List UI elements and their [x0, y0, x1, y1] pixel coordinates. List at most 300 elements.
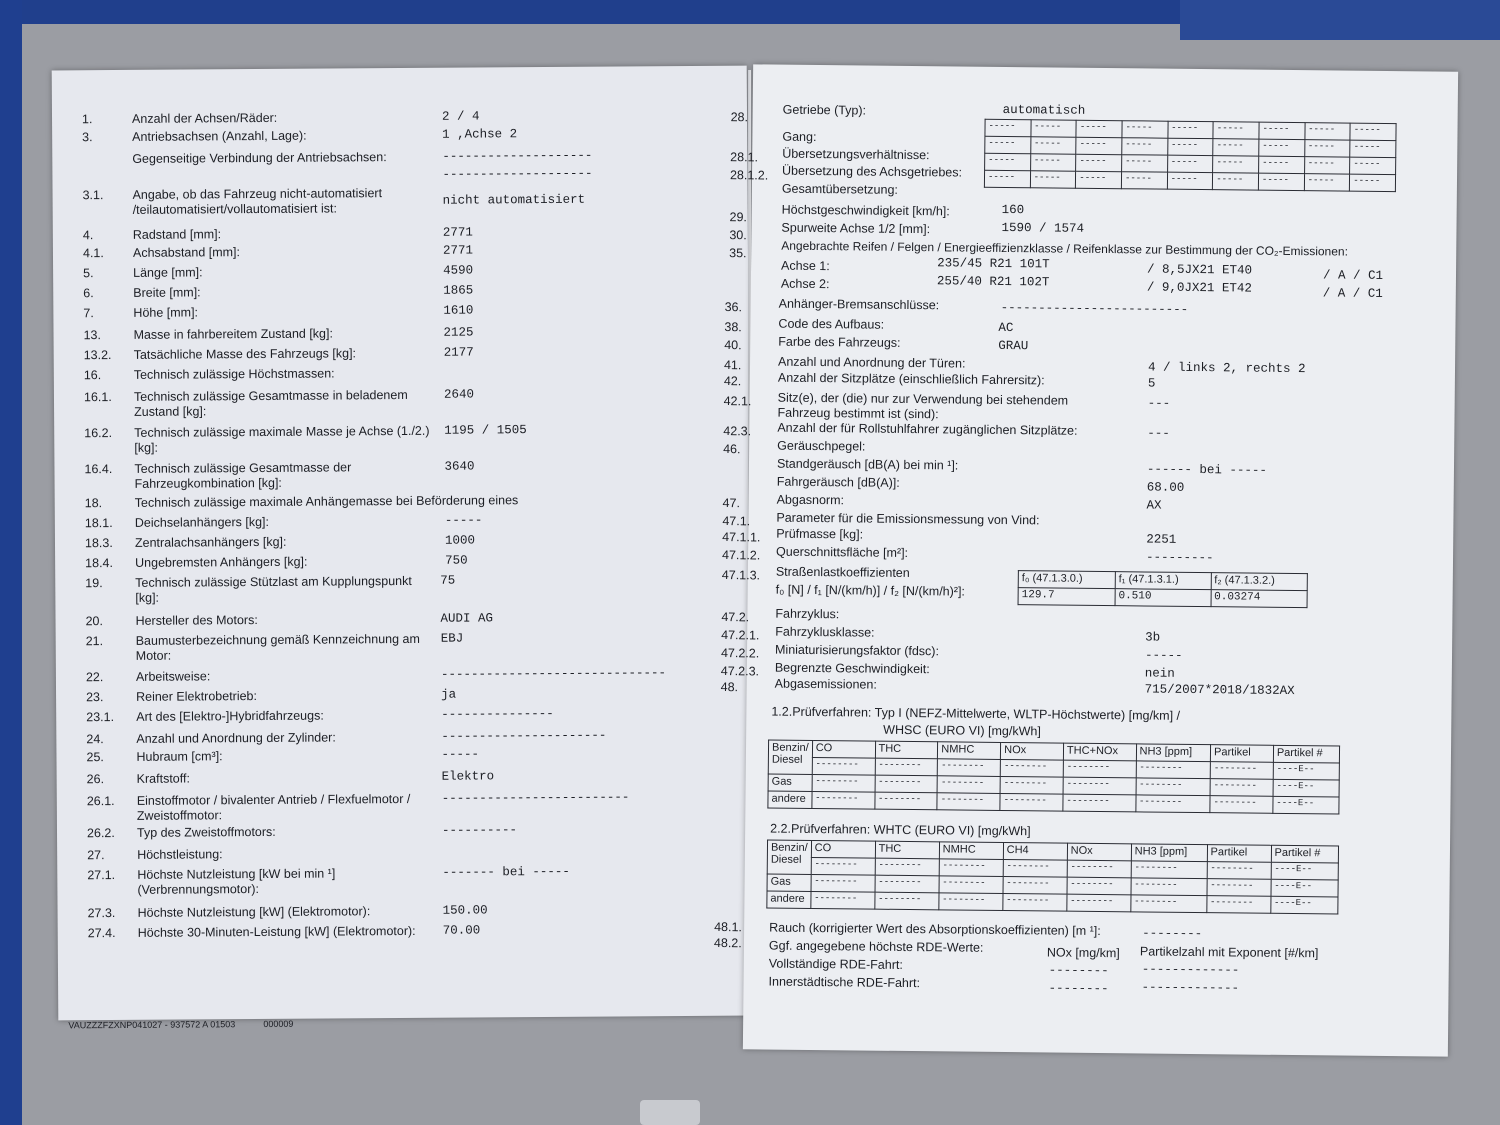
- left-row-value: 150.00: [442, 903, 488, 918]
- left-row-num: 13.2.: [83, 348, 112, 363]
- right-row-label: Abgasnorm:: [776, 492, 845, 508]
- right-row-num: 47.: [722, 496, 741, 511]
- emission-cell: --------: [1210, 796, 1273, 814]
- right-row-label: Anhänger-Bremsanschlüsse:: [778, 296, 940, 313]
- left-row-label: Technisch zulässige maximale Masse je Achse (1./2.) [kg]:: [134, 423, 430, 455]
- left-row-num: 16.4.: [84, 462, 113, 477]
- gear-cell: -----: [1304, 157, 1350, 174]
- right-row-num: 41.: [723, 358, 742, 373]
- gear-cell: -----: [1076, 137, 1122, 154]
- emission-header-cell: NOx: [1001, 742, 1064, 760]
- label-rauch: Rauch (korrigierter Wert des Absorptionskoeffizienten) [m ¹]:: [769, 920, 1101, 939]
- right-row-value: 715/2007*2018/1832AX: [1144, 682, 1295, 699]
- left-row-num: 27.4.: [87, 926, 116, 941]
- emission-cell: --------: [1067, 894, 1131, 912]
- gear-cell: -----: [1304, 174, 1350, 191]
- emission-header-cell: CH4: [1003, 842, 1067, 860]
- left-row-value: EBJ: [440, 631, 464, 646]
- left-row-value: 3640: [444, 459, 475, 474]
- left-row-label: Reiner Elektrobetrieb:: [136, 689, 258, 704]
- emission-cell: --------: [1003, 893, 1067, 911]
- gear-cell: -----: [1350, 174, 1396, 191]
- label-rde-partikel: Partikelzahl mit Exponent [#/km]: [1139, 944, 1319, 961]
- emission-header-cell: Benzin/ Diesel: [767, 840, 811, 874]
- pruefverfahren-1-2-b: WHSC (EURO VI) [mg/kWh]: [883, 722, 1041, 739]
- emission-cell: --------: [1067, 877, 1131, 895]
- left-row-value: ------- bei -----: [442, 864, 570, 880]
- emission-row-label: andere: [767, 891, 811, 908]
- right-row-num: 47.1.: [722, 514, 751, 529]
- right-row-num: 47.1.1.: [722, 530, 761, 545]
- value-achse2-rim: / 9,0JX21 ET42: [1146, 280, 1252, 296]
- left-row-num: 18.4.: [85, 556, 113, 571]
- right-noise-value: ------ bei -----: [1146, 462, 1268, 478]
- gear-cell: -----: [1030, 137, 1076, 154]
- pruefverfahren-1-2: 1.2.Prüfverfahren: Typ I (NEFZ-Mittelwerte, WLTP-Höchstwerte) [mg/km] /: [771, 704, 1181, 723]
- left-row-label: Höchste Nutzleistung [kW bei min ¹] (Verbrennungsmotor):: [137, 866, 336, 897]
- right-row-label: Anzahl der für Rollstuhlfahrer zugänglichen Sitzplätze:: [777, 420, 1078, 438]
- emission-cell: --------: [1131, 861, 1207, 879]
- left-row-value: 1000: [444, 533, 476, 548]
- emission-cell: --------: [1000, 759, 1063, 777]
- right-row-label: Parameter für die Emissionsmessung von Vind:: [776, 510, 1040, 528]
- label-achse2: Achse 2:: [780, 276, 830, 292]
- gear-cell: -----: [1259, 156, 1305, 173]
- label-reifen: Angebrachte Reifen / Felgen / Energieeffizienzklasse / Reifenklasse zur Bestimmung der CO₂-Emissionen:: [781, 238, 1349, 259]
- left-row-value: nicht automatisiert: [442, 192, 586, 208]
- left-row-value: -------------------------: [441, 790, 630, 806]
- emission-cell: --------: [874, 792, 937, 810]
- right-row-num: 42.1.: [723, 394, 752, 409]
- right-row-num: 48.: [720, 680, 739, 695]
- emission-cell: --------: [1210, 779, 1273, 797]
- right-row-num: 47.1.2.: [721, 548, 761, 563]
- label-gesamtuebersetzung: Gesamtübersetzung:: [781, 181, 898, 197]
- emission-header-cell: Partikel: [1210, 745, 1273, 763]
- left-row-num: 20.: [85, 614, 103, 629]
- emission-header-cell: NH3 [ppm]: [1131, 844, 1207, 862]
- right-row-num: 47.2.2.: [720, 646, 760, 661]
- right-row-value: -----: [1144, 648, 1183, 663]
- left-row-value: ---------------: [441, 706, 554, 722]
- label-rde-innerstaedtisch: Innerstädtische RDE-Fahrt:: [768, 974, 921, 991]
- right-noise-label: Standgeräusch [dB(A) bei min ¹]:: [776, 456, 959, 473]
- emission-cell: --------: [1206, 896, 1270, 914]
- gear-cell: -----: [1350, 123, 1396, 140]
- left-row-label: Breite [mm]:: [133, 285, 201, 300]
- num-48-2: 48.2.: [713, 935, 742, 951]
- emission-cell: --------: [875, 858, 939, 876]
- emission-cell: --------: [1003, 859, 1067, 877]
- left-row-value: AUDI AG: [440, 611, 494, 626]
- num-48-1: 48.1.: [714, 919, 743, 935]
- gear-cell: -----: [1031, 120, 1077, 137]
- emission-cell: ----E--: [1271, 862, 1339, 880]
- value-hoechstgeschwindigkeit: 160: [1001, 202, 1025, 218]
- emission-cell: --------: [939, 859, 1003, 877]
- left-row-label: Kraftstoff:: [136, 771, 190, 786]
- emission-cell: --------: [812, 757, 875, 775]
- right-row-label: Farbe des Fahrzeugs:: [778, 334, 901, 350]
- right-row-value: 2251: [1146, 532, 1177, 547]
- right-row-label: Geräuschpegel:: [777, 438, 866, 454]
- right-row-num: 42.: [723, 374, 742, 389]
- gear-cell: -----: [1305, 123, 1351, 140]
- coef-f1-header: f₁ (47.1.3.1.): [1115, 572, 1211, 590]
- gear-cell: -----: [1030, 171, 1076, 188]
- left-row-num: 22.: [85, 670, 104, 685]
- value-rauch: --------: [1142, 926, 1203, 942]
- gear-cell: -----: [1213, 122, 1259, 139]
- gear-cell: -----: [1213, 139, 1259, 156]
- right-row-label: Code des Aufbaus:: [778, 316, 885, 332]
- gear-cell: -----: [1122, 138, 1168, 155]
- left-document-page: [52, 66, 754, 1031]
- emission-cell: ----E--: [1271, 879, 1339, 897]
- value-achse1-class: / A / C1: [1322, 268, 1384, 283]
- emission-cell: --------: [811, 857, 875, 875]
- num-28: 28.: [730, 110, 749, 125]
- emission-header-cell: Partikel #: [1271, 845, 1339, 863]
- left-row-label: Höchste Nutzleistung [kW] (Elektromotor):: [137, 904, 371, 920]
- emission-cell: --------: [939, 876, 1003, 894]
- emission-cell: --------: [1136, 761, 1211, 779]
- value-rde-vollstaendig-part: -------------: [1141, 962, 1240, 978]
- emission-cell: --------: [1131, 878, 1207, 896]
- emission-cell: --------: [1210, 762, 1273, 780]
- bottom-object: [640, 1100, 700, 1125]
- value-achse1-tyre: 235/45 R21 101T: [937, 256, 1050, 272]
- emission-cell: --------: [875, 892, 939, 910]
- emission-header-cell: NMHC: [938, 742, 1001, 760]
- gear-cell: -----: [1213, 156, 1259, 173]
- gear-cell: -----: [1030, 154, 1076, 171]
- label-uebersetzung: Übersetzungsverhältnisse:: [782, 146, 930, 163]
- gear-cell: -----: [1258, 173, 1304, 190]
- label-gang: Gang:: [782, 129, 817, 145]
- emission-header-cell: THC: [875, 841, 939, 859]
- left-row-label: Technisch zulässige Höchstmassen:: [133, 366, 335, 382]
- left-row-value: 2177: [443, 345, 474, 360]
- left-row-value: -----: [441, 747, 480, 762]
- right-row-value: nein: [1144, 666, 1175, 681]
- left-row-label: Höchste 30-Minuten-Leistung [kW] (Elektromotor):: [137, 923, 416, 940]
- gear-cell: -----: [1167, 138, 1213, 155]
- emission-cell: --------: [812, 791, 875, 809]
- left-row-num: 19.: [85, 576, 103, 591]
- left-row-value: 75: [440, 573, 456, 588]
- gear-cell: -----: [1076, 154, 1122, 171]
- emission-cell: --------: [1000, 793, 1063, 811]
- emission-header-cell: NOx: [1067, 843, 1131, 861]
- label-rde-vollstaendig: Vollständige RDE-Fahrt:: [768, 956, 903, 972]
- left-row-num: 23.: [86, 690, 104, 705]
- left-row-num: 6.: [83, 286, 94, 301]
- left-row-value: 1195 / 1505: [444, 423, 527, 438]
- left-row-value: ----------------------: [441, 728, 607, 744]
- label-rde-nox: NOx [mg/km]: [1046, 945, 1120, 961]
- right-row-label: Miniaturisierungsfaktor (fdsc):: [774, 642, 940, 659]
- right-row-num: 40.: [724, 338, 742, 353]
- value-achse2-class: / A / C1: [1322, 286, 1383, 301]
- right-row-label2: f₀ [N] / f₁ [N/(km/h)] / f₂ [N/(km/h)²]:: [775, 582, 966, 599]
- left-row-label: Antriebsachsen (Anzahl, Lage):: [132, 128, 307, 144]
- right-row-num: 47.2.: [721, 610, 750, 625]
- emission-cell: --------: [939, 893, 1003, 911]
- left-row-num: 21.: [85, 634, 104, 649]
- emission-header-cell: CO: [812, 740, 875, 758]
- left-row-value: 1 ,Achse 2: [442, 127, 518, 142]
- emission-cell: ----E--: [1273, 796, 1339, 814]
- right-row-num: 47.2.3.: [720, 664, 760, 679]
- right-row-value: AX: [1146, 498, 1162, 513]
- left-row-num: 13.: [83, 328, 101, 343]
- right-row-label: Sitz(e), der (die) nur zur Verwendung bei stehendem Fahrzeug bestimmt ist (sind):: [777, 390, 1069, 422]
- right-row-value: 4 / links 2, rechts 2: [1147, 360, 1306, 377]
- left-row-num: 26.: [86, 772, 105, 787]
- gear-cell: -----: [1167, 172, 1213, 189]
- road-load-coef-table: [1018, 570, 1308, 608]
- left-row-num: 27.3.: [87, 906, 116, 921]
- emission-cell: --------: [938, 759, 1001, 777]
- value-spurweite: 1590 / 1574: [1001, 220, 1085, 236]
- emission-cell: --------: [1131, 895, 1207, 913]
- left-row-label: Gegenseitige Verbindung der Antriebsachsen:: [132, 150, 387, 166]
- gear-cell: -----: [1122, 121, 1168, 138]
- right-row-value: -------------------------: [1000, 300, 1189, 317]
- left-row-num: 4.: [82, 228, 94, 243]
- left-row-label: Höhe [mm]:: [133, 305, 199, 320]
- left-row-num: 16.1.: [83, 390, 112, 405]
- emission-cell: --------: [1067, 860, 1131, 878]
- emission-header-cell: Partikel #: [1273, 745, 1339, 763]
- value-getriebe: automatisch: [1002, 102, 1086, 118]
- emission-cell: --------: [875, 875, 939, 893]
- value-achse1-rim: / 8,5JX21 ET40: [1146, 262, 1253, 278]
- emission-cell: --------: [1063, 794, 1136, 812]
- left-row-num: 27.1.: [87, 868, 116, 883]
- emission-header-cell: Benzin/ Diesel: [768, 740, 812, 774]
- left-row-value: 2771: [442, 243, 474, 258]
- left-row-num: 26.2.: [86, 826, 115, 841]
- gear-ratio-table: [984, 119, 1397, 192]
- left-row-label: [132, 168, 432, 170]
- right-row-label: Querschnittsfläche [m²]:: [776, 544, 909, 560]
- emission-row-label: Gas: [767, 874, 811, 891]
- left-row-num: 5.: [83, 266, 94, 281]
- value-rde-innerstaedtisch-nox: --------: [1048, 981, 1109, 997]
- value-achse2-tyre: 255/40 R21 102T: [936, 274, 1050, 290]
- left-row-label: Achsabstand [mm]:: [132, 245, 241, 260]
- emission-header-cell: Partikel: [1207, 845, 1271, 863]
- left-row-value: 750: [445, 553, 468, 568]
- left-row-label: Anzahl und Anordnung der Zylinder:: [136, 730, 336, 746]
- right-row-num: 42.3.: [723, 424, 752, 439]
- emission-row-label: andere: [768, 791, 812, 808]
- left-row-label: Technisch zulässige Gesamtmasse in beladenem Zustand [kg]:: [133, 387, 408, 419]
- right-row-value: ---: [1147, 396, 1171, 411]
- num-35: 35.: [729, 246, 747, 261]
- emission-cell: --------: [811, 874, 875, 892]
- gear-cell: -----: [1259, 139, 1305, 156]
- pruefverfahren-2-2: 2.2.Prüfverfahren: WHTC (EURO VI) [mg/kWh]: [770, 821, 1031, 839]
- gear-cell: -----: [1168, 121, 1214, 138]
- num-28-1: 28.1.: [730, 150, 759, 165]
- emission-cell: --------: [1207, 879, 1271, 897]
- left-row-label: Radstand [mm]:: [132, 227, 222, 242]
- left-row-value: ----------: [441, 823, 518, 838]
- left-row-value: 1610: [443, 303, 474, 318]
- emission-cell: --------: [937, 776, 1000, 794]
- left-row-num: 4.1.: [82, 246, 104, 261]
- right-row-label: Straßenlastkoeffizienten: [775, 564, 910, 581]
- emission-cell: --------: [875, 775, 938, 793]
- left-row-label: Technisch zulässige Gesamtmasse der Fahrzeugkombination [kg]:: [134, 460, 352, 491]
- right-row-label: Fahrzyklusklasse:: [775, 624, 875, 640]
- right-row-value: ---------: [1145, 550, 1214, 566]
- emission-cell: --------: [1063, 777, 1136, 795]
- gear-cell: -----: [1076, 120, 1122, 137]
- right-row-num: 47.2.1.: [721, 628, 760, 643]
- left-row-value: 2640: [443, 387, 475, 402]
- coef-f0-header: f₀ (47.1.3.0.): [1018, 571, 1115, 589]
- left-row-label: Zentralachsanhängers [kg]:: [134, 534, 287, 550]
- left-row-num: 26.1.: [86, 794, 115, 809]
- label-rde: Ggf. angegebene höchste RDE-Werte:: [768, 938, 984, 955]
- right-row-num: 36.: [724, 300, 743, 315]
- right-row-label: Begrenzte Geschwindigkeit:: [774, 660, 930, 677]
- emissions-table-whtc: [766, 840, 1339, 915]
- label-hoechstgeschwindigkeit: Höchstgeschwindigkeit [km/h]:: [781, 202, 950, 219]
- left-row-num: 27.: [87, 848, 105, 863]
- emission-cell: --------: [1003, 876, 1067, 894]
- label-achsgetriebe: Übersetzung des Achsgetriebes:: [781, 163, 963, 180]
- left-row-value: --------------------: [442, 166, 593, 182]
- left-row-num: 16.: [83, 368, 102, 383]
- emission-cell: --------: [811, 891, 875, 909]
- label-getriebe: Getriebe (Typ):: [782, 102, 867, 118]
- emission-cell: --------: [1207, 862, 1271, 880]
- left-row-label: Deichselanhängers [kg]:: [134, 514, 270, 530]
- num-28-1-2: 28.1.2.: [729, 168, 769, 183]
- left-row-label: Masse in fahrbereitem Zustand [kg]:: [133, 326, 333, 342]
- coef-f1-value: 0.510: [1115, 589, 1211, 607]
- right-row-num: 47.1.3.: [721, 568, 761, 583]
- right-row-value: AC: [998, 320, 1014, 336]
- coef-f2-header: f₂ (47.1.3.2.): [1211, 573, 1308, 591]
- right-noise-value: 68.00: [1146, 480, 1185, 495]
- left-row-num: 1.: [81, 112, 93, 127]
- gear-cell: -----: [1213, 173, 1259, 190]
- label-spurweite: Spurweite Achse 1/2 [mm]:: [781, 220, 931, 237]
- left-row-label: Anzahl der Achsen/Räder:: [131, 110, 278, 126]
- right-row-label: Anzahl und Anordnung der Türen:: [777, 354, 966, 371]
- left-row-label: Typ des Zweistoffmotors:: [136, 824, 276, 840]
- left-row-num: 24.: [86, 732, 104, 747]
- right-row-label: Prüfmasse [kg]:: [776, 526, 864, 542]
- left-row-value: --------------------: [442, 148, 593, 164]
- left-row-num: 7.: [83, 306, 94, 321]
- num-29: 29.: [729, 210, 748, 225]
- left-row-num: 18.1.: [84, 516, 113, 531]
- left-row-label: Höchstleistung:: [137, 847, 223, 862]
- emissions-table-type1: [767, 740, 1340, 815]
- emission-row-label: Gas: [768, 774, 812, 791]
- emission-cell: ----E--: [1273, 779, 1339, 797]
- emission-cell: --------: [1063, 760, 1136, 778]
- left-row-label: Tatsächliche Masse des Fahrzeugs [kg]:: [133, 346, 357, 362]
- right-row-value: 3b: [1145, 630, 1161, 645]
- left-row-value: ------------------------------: [440, 666, 667, 682]
- footer-code: VAUZZZFZXNP041027 - 937572 A 01503: [68, 1019, 236, 1031]
- left-row-label: Technisch zulässige maximale Anhängemasse bei Beförderung eines: [134, 493, 519, 510]
- left-row-label: Baumusterbezeichnung gemäß Kennzeichnung am Motor:: [135, 631, 420, 663]
- left-row-label: Ungebremsten Anhängers [kg]:: [135, 554, 308, 570]
- blue-tape-top-right: [1180, 0, 1500, 40]
- gear-cell: -----: [985, 136, 1031, 153]
- emission-header-cell: THC+NOx: [1063, 743, 1136, 761]
- gear-cell: -----: [1121, 172, 1167, 189]
- gear-cell: -----: [1076, 171, 1122, 188]
- coef-f0-value: 129.7: [1018, 588, 1115, 606]
- gear-cell: -----: [985, 119, 1031, 136]
- gear-cell: -----: [984, 170, 1030, 187]
- left-row-num: 25.: [86, 750, 104, 765]
- right-row-label: Anzahl der Sitzplätze (einschließlich Fahrersitz):: [777, 370, 1045, 388]
- left-row-num: 23.1.: [86, 710, 115, 725]
- left-row-value: ja: [441, 687, 457, 702]
- left-row-num: 3.: [82, 130, 93, 145]
- left-row-value: -----: [444, 513, 483, 528]
- emission-header-cell: CO: [811, 840, 875, 858]
- left-row-num: 18.3.: [84, 536, 113, 551]
- num-30: 30.: [729, 228, 747, 243]
- gear-cell: -----: [985, 153, 1031, 170]
- left-row-value: 2125: [443, 325, 474, 340]
- gear-cell: -----: [1122, 155, 1168, 172]
- right-row-num: 46.: [723, 442, 741, 457]
- right-row-value: ---: [1147, 426, 1170, 441]
- emission-cell: ----E--: [1273, 762, 1339, 780]
- right-row-num: 38.: [724, 320, 742, 335]
- right-row-label: Fahrzyklus:: [775, 606, 840, 622]
- left-row-value: 4590: [443, 263, 474, 278]
- emission-cell: --------: [1000, 776, 1063, 794]
- left-row-value: Elektro: [441, 769, 495, 784]
- emission-cell: ----E--: [1270, 896, 1338, 914]
- left-row-num: 18.: [84, 496, 103, 511]
- left-row-value: 1865: [443, 283, 474, 298]
- left-row-value: 2771: [442, 225, 473, 240]
- value-rde-innerstaedtisch-part: -------------: [1141, 980, 1240, 996]
- emission-cell: --------: [1135, 795, 1210, 813]
- emission-header-cell: NH3 [ppm]: [1136, 744, 1211, 762]
- left-row-label: Hersteller des Motors:: [135, 613, 258, 628]
- left-row-num: 16.2.: [84, 426, 113, 441]
- emission-cell: --------: [875, 758, 938, 776]
- right-document-page: [713, 64, 1458, 1056]
- left-row-label: Technisch zulässige Stützlast am Kupplungspunkt [kg]:: [135, 573, 412, 605]
- left-row-value: 2 / 4: [441, 109, 480, 124]
- gear-cell: -----: [1350, 140, 1396, 157]
- gear-cell: -----: [1304, 140, 1350, 157]
- footer-number: 000009: [263, 1018, 294, 1029]
- gear-cell: -----: [1167, 155, 1213, 172]
- coef-f2-value: 0.03274: [1211, 590, 1308, 608]
- blue-tape-left: [0, 0, 22, 1125]
- left-row-label: Länge [mm]:: [133, 265, 203, 280]
- emission-cell: --------: [937, 793, 1000, 811]
